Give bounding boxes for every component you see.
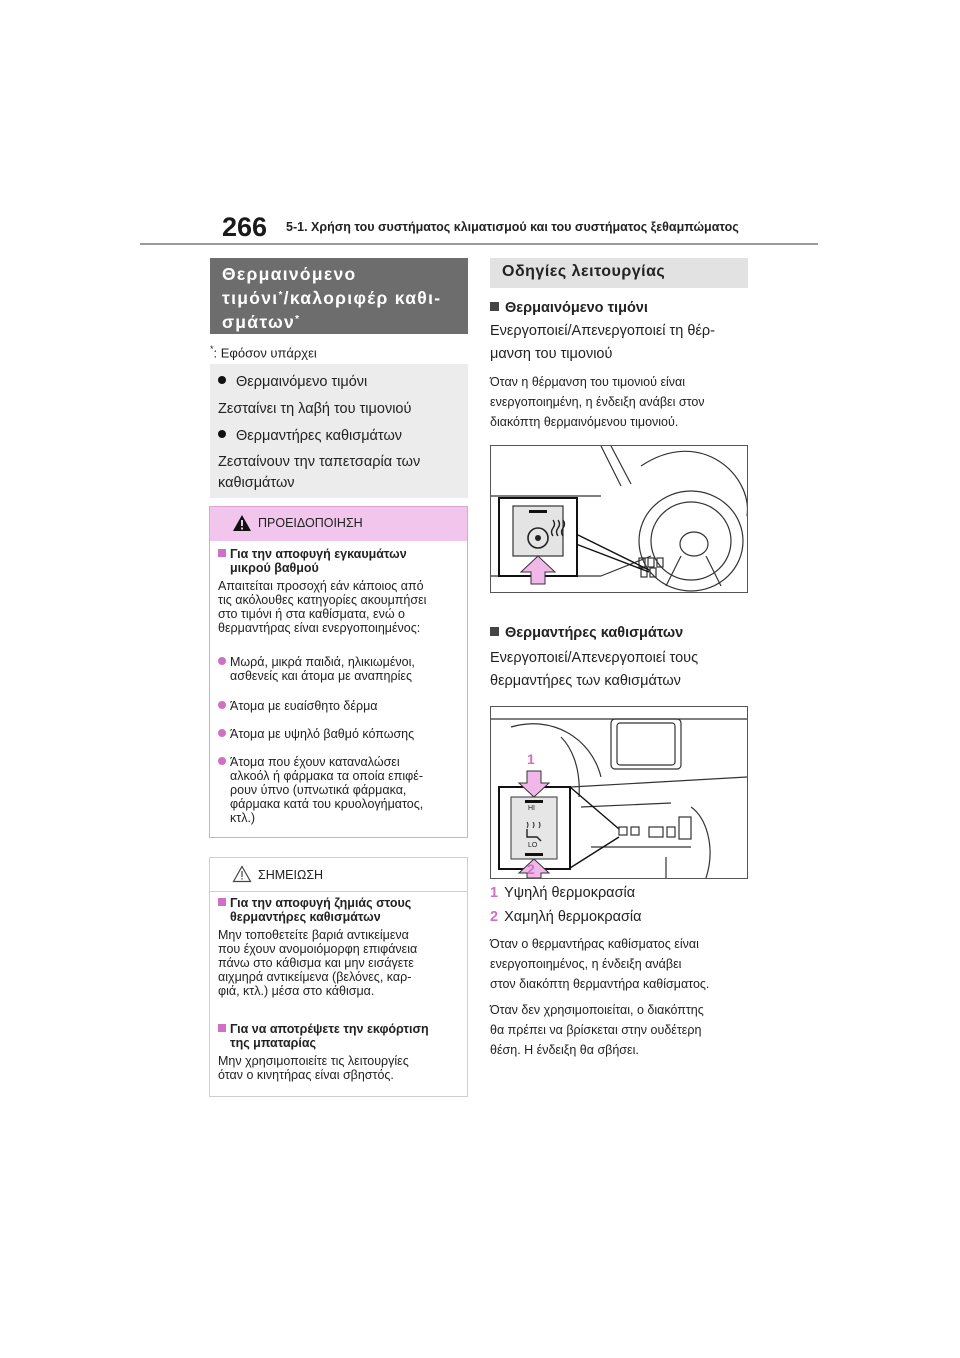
square-bullet-icon bbox=[490, 627, 499, 636]
seat-item-2: 2 Χαμηλή θερμοκρασία bbox=[490, 909, 642, 925]
warning-box bbox=[209, 506, 468, 838]
warning-bullet-2: Άτομα με ευαίσθητο δέρμα bbox=[218, 699, 462, 713]
seat-desc-1: Ενεργοποιεί/Απενεργοποιεί τους bbox=[490, 650, 699, 666]
caution-triangle-icon bbox=[232, 865, 252, 883]
seat-desc-2: θερμαντήρες των καθισμάτων bbox=[490, 673, 681, 689]
heading-line-3: σμάτων* bbox=[222, 312, 301, 332]
steering-subtitle: Θερμαινόμενο τιμόνι bbox=[490, 300, 648, 316]
note-box bbox=[209, 857, 468, 1097]
dot-bullet-icon bbox=[218, 757, 226, 765]
switch-lo-label: LO bbox=[528, 842, 538, 849]
bullet-icon bbox=[218, 430, 226, 438]
note-subtitle-2: Για να αποτρέψετε την εκφόρτιση της μπαταρίας bbox=[218, 1022, 462, 1050]
seat-subtitle: Θερμαντήρες καθισμάτων bbox=[490, 625, 683, 641]
note-title: ΣΗΜΕΙΩΣΗ bbox=[258, 868, 324, 882]
seat-heater-illustration bbox=[490, 706, 748, 879]
steering-desc-1: Ενεργοποιεί/Απενεργοποιεί τη θέρ- bbox=[490, 323, 715, 339]
summary-desc-1: Ζεσταίνει τη λαβή του τιμονιού bbox=[218, 401, 412, 417]
warning-bullet-3: Άτομα με υψηλό βαθμό κόπωσης bbox=[218, 727, 462, 741]
note-paragraph-2: Μην χρησιμοποιείτε τις λειτουργίες όταν ο κινητήρας είναι σβηστός. bbox=[218, 1054, 409, 1082]
summary-box bbox=[210, 364, 468, 498]
callout-2: 2 bbox=[527, 861, 535, 877]
summary-desc-2a: Ζεσταίνουν την ταπετσαρία των bbox=[218, 454, 421, 470]
dot-bullet-icon bbox=[218, 701, 226, 709]
bullet-icon bbox=[218, 376, 226, 384]
warning-paragraph: Απαιτείται προσοχή εάν κάποιος από τις ακόλουθες κατηγορίες ακουμπήσει στο τιμόνι ή στα καθίσματα, ενώ ο θερμαντήρας είναι ενεργοποιημένος: bbox=[218, 579, 427, 635]
warning-subtitle: Για την αποφυγή εγκαυμάτων μικρού βαθμού bbox=[218, 547, 462, 575]
summary-item-2: Θερμαντήρες καθισμάτων bbox=[218, 428, 402, 444]
seat-item-1: 1 Υψηλή θερμοκρασία bbox=[490, 885, 636, 901]
note-subtitle-1: Για την αποφυγή ζημιάς στους θερμαντήρες καθισμάτων bbox=[218, 896, 462, 924]
callout-1: 1 bbox=[527, 751, 535, 767]
summary-desc-2b: καθισμάτων bbox=[218, 475, 295, 491]
seat-note-1: Όταν ο θερμαντήρας καθίσματος είναι ενεργοποιημένος, η ένδειξη ανάβει στον διακόπτη θερμαντήρα καθίσματος. bbox=[490, 937, 710, 991]
steering-desc-2: μανση του τιμονιού bbox=[490, 346, 613, 362]
steering-note: Όταν η θέρμανση του τιμονιού είναι ενεργοποιημένη, η ένδειξη ανάβει στον διακόπτη θερμαινόμενου τιμονιού. bbox=[490, 375, 705, 429]
header-rule bbox=[140, 243, 818, 245]
heading-line-2: τιμόνι*/καλοριφέρ καθι- bbox=[222, 288, 442, 308]
dot-bullet-icon bbox=[218, 657, 226, 665]
switch-hi-label: HI bbox=[528, 805, 535, 812]
instructions-heading: Οδηγίες λειτουργίας bbox=[490, 258, 748, 288]
note-header bbox=[210, 858, 467, 892]
square-bullet-icon bbox=[218, 1024, 226, 1032]
square-bullet-icon bbox=[490, 302, 499, 311]
section-title: 5-1. Χρήση του συστήματος κλιματισμού και του συστήματος ξεθαμπώματος bbox=[286, 220, 739, 234]
warning-bullet-1: Μωρά, μικρά παιδιά, ηλικιωμένοι, ασθενείς και άτομα με αναπηρίες bbox=[218, 655, 462, 683]
page-number: 266 bbox=[222, 212, 268, 242]
square-bullet-icon bbox=[218, 549, 226, 557]
note-paragraph-1: Μην τοποθετείτε βαριά αντικείμενα που έχουν ανομοιόμορφη επιφάνεια πάνω στο κάθισμα και μην εισάγετε αιχμηρά αντικείμενα (βελόνες, καρ- φιά, κτλ.) μέσα στο κάθισμα. bbox=[218, 928, 418, 998]
summary-item-1: Θερμαινόμενο τιμόνι bbox=[218, 374, 367, 390]
section-heading bbox=[210, 258, 468, 334]
warning-bullet-4: Άτομα που έχουν καταναλώσει αλκοόλ ή φάρμακα τα οποία επιφέ- ρουν ύπνο (υπνωτικά φάρμακα, φάρμακα κατά του κρυολογήματος, κτλ.) bbox=[218, 755, 462, 825]
footnote: *: Εφόσον υπάρχει bbox=[210, 344, 317, 361]
steering-heater-illustration bbox=[490, 445, 748, 593]
square-bullet-icon bbox=[218, 898, 226, 906]
warning-title: ΠΡΟΕΙΔΟΠΟΙΗΣΗ bbox=[258, 516, 363, 530]
heading-line-1: Θερμαινόμενο bbox=[222, 264, 357, 284]
warning-header bbox=[210, 507, 467, 541]
seat-note-2: Όταν δεν χρησιμοποιείται, ο διακόπτης θα πρέπει να βρίσκεται στην ουδέτερη θέση. Η ένδειξη θα σβήσει. bbox=[490, 1003, 704, 1057]
warning-triangle-icon bbox=[232, 514, 252, 532]
dot-bullet-icon bbox=[218, 729, 226, 737]
